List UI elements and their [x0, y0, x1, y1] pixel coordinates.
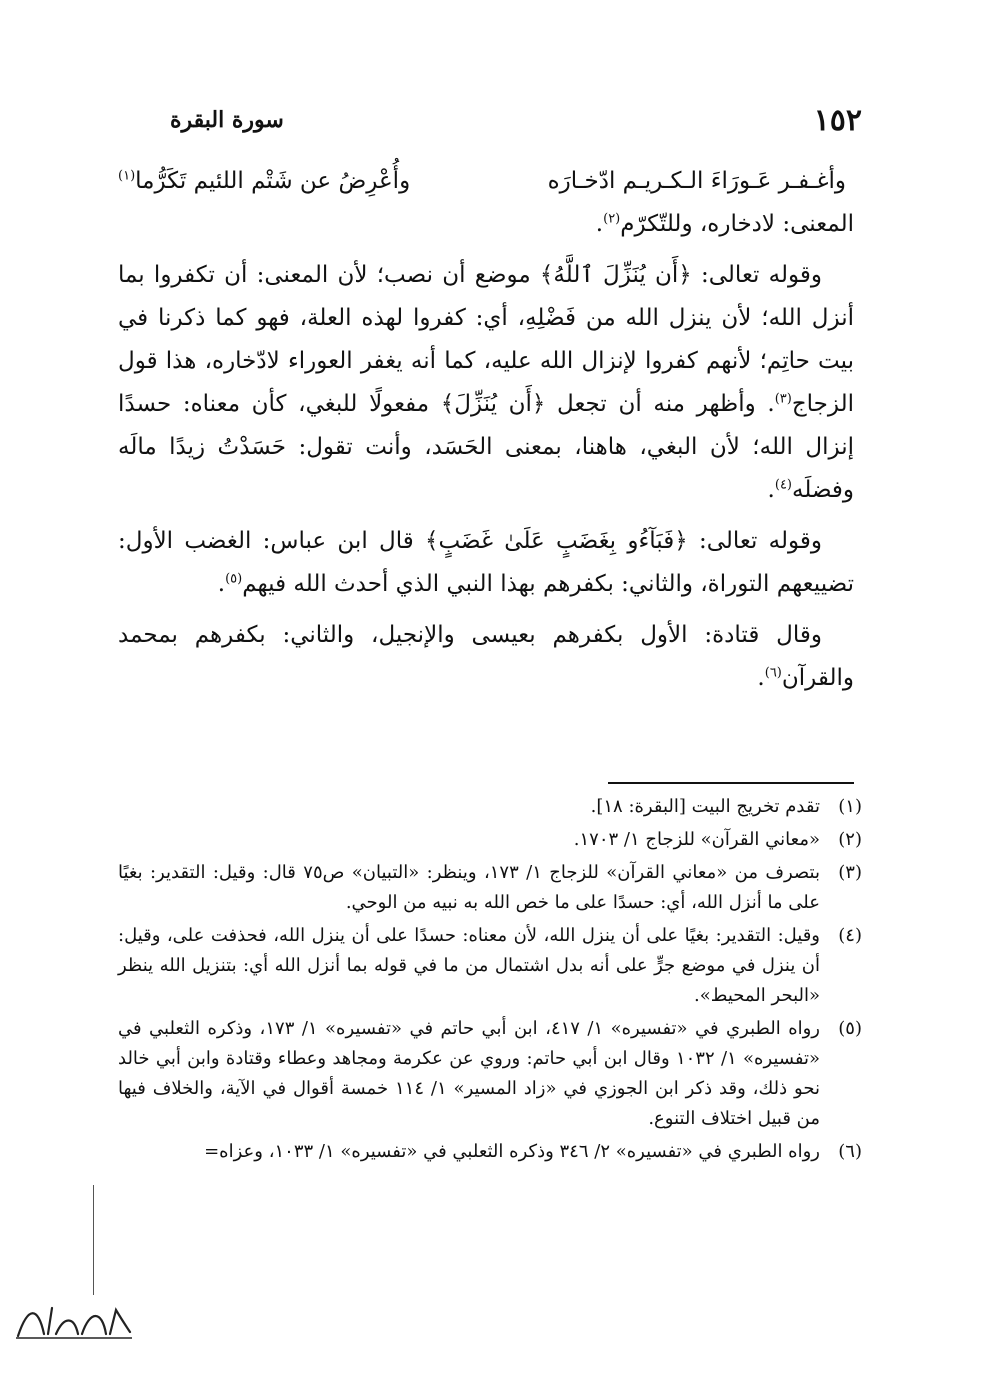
verse-second-text: وأُعْرِضُ عن شَتْم اللئيم تَكَرُّما	[135, 168, 411, 194]
footnote-text: رواه الطبري في «تفسيره» ٢/ ٣٤٦ وذكره الثعلبي في «تفسيره» ١/ ١٠٣٣، وعزاه=	[204, 1141, 820, 1162]
footnotes	[118, 792, 862, 1170]
footnote-item	[118, 1014, 862, 1134]
footnote-number: (٦)	[838, 1141, 862, 1162]
paragraph-commentary-3	[118, 614, 854, 700]
paragraph-end: .	[595, 211, 604, 237]
footnote-divider	[608, 782, 854, 784]
calligraphy-logo-icon	[8, 1296, 138, 1358]
paragraph-end: .	[217, 571, 226, 597]
footnote-item	[118, 858, 862, 918]
verse-first-hemistich: وأغـفـر عَـورَاءَ الـكـريـم ادّخـارَه	[547, 168, 846, 194]
verse-second-hemistich	[118, 160, 410, 203]
footnote-ref: (٣)	[774, 391, 792, 407]
page-header	[170, 98, 862, 142]
footnote-ref: (٤)	[774, 477, 792, 493]
footnote-item	[118, 1137, 862, 1167]
footnote-number: (٤)	[838, 925, 862, 946]
footnote-number: (٥)	[838, 1018, 862, 1039]
surah-title: سورة البقرة	[170, 107, 284, 133]
footnote-text: وقيل: التقدير: بغيًا على أن ينزل الله، لأن معناه: حسدًا على أن ينزل الله، فحذفت على، وقيل: أن ينزل في موضع جرٍّ على أنه بدل اشتمال من ما في قوله بما أنزل الله أي: بتنزيل الله ينظر «البحر المحيط».	[118, 925, 820, 1006]
paragraph-text: وقوله تعالى: ﴿فَبَآءُو بِغَضَبٍ عَلَىٰ غَضَبٍ﴾ قال ابن عباس: الغضب الأول: تضييعهم التوراة، والثاني: بكفرهم بهذا النبي الذي أحدث الله فيهم	[118, 528, 854, 597]
footnote-ref: (٦)	[764, 665, 782, 681]
footnote-text: تقدم تخريج البيت [البقرة: ١٨].	[590, 796, 820, 817]
poetry-verse	[118, 160, 854, 203]
footnote-text: «معاني القرآن» للزجاج ١/ ١٧٠٣.	[573, 829, 820, 850]
paragraph-commentary-1	[118, 254, 854, 512]
footnote-number: (٣)	[838, 862, 862, 883]
paragraph-text: وقال قتادة: الأول بكفرهم بعيسى والإنجيل، والثاني: بكفرهم بمحمد والقرآن	[118, 622, 854, 691]
footnote-item	[118, 825, 862, 855]
publisher-logo	[8, 1296, 138, 1358]
paragraph-meaning	[118, 203, 854, 246]
footnote-number: (٢)	[838, 829, 862, 850]
paragraph-text: المعنى: لادخاره، وللتّكرّم	[620, 211, 854, 237]
paragraph-text: وقوله تعالى: ﴿أَن يُنَزِّلَ ٱللَّهُ﴾ موضع أن نصب؛ لأن المعنى: أن تكفروا بما أنزل الله؛ لأن ينزل الله من فَضْلِهِ، أي: كفروا لهذه العلة، فهو كما ذكرنا في بيت حاتِم؛ لأنهم كفروا لإنزال الله عليه، كما أنه يغفر العوراء لادّخاره، هذا قول الزجاج	[118, 262, 854, 417]
footnote-ref: (٢)	[603, 211, 621, 227]
main-text	[118, 160, 854, 708]
footnote-ref: (٥)	[225, 571, 243, 587]
footnote-ref: (١)	[118, 168, 136, 184]
footnote-item	[118, 921, 862, 1011]
footnote-number: (١)	[838, 796, 862, 817]
footnote-item	[118, 792, 862, 822]
paragraph-text: . وأظهر منه أن تجعل ﴿أَن يُنَزِّلَ﴾ مفعولًا للبغي، كأن معناه: حسدًا إنزال الله؛ لأن البغي، هاهنا، بمعنى الحَسَد، وأنت تقول: حَسَدْتُ زيدًا مالَه وفضلَه	[118, 391, 854, 503]
paragraph-end: .	[767, 477, 775, 503]
paragraph-end: .	[757, 665, 765, 691]
footnote-text: بتصرف من «معاني القرآن» للزجاج ١/ ١٧٣، وينظر: «التبيان» ص٧٥ قال: وقيل: التقدير: بغيًا على ما أنزل الله، أي: حسدًا على ما خص الله به نبيه من الوحي.	[118, 862, 820, 913]
paragraph-commentary-2	[118, 520, 854, 606]
page-number: ١٥٢	[813, 102, 862, 138]
footnote-text: رواه الطبري في «تفسيره» ١/ ٤١٧، ابن أبي حاتم في «تفسيره» ١/ ١٧٣، وذكره الثعلبي في «تفسيره» ١/ ١٠٣٢ وقال ابن أبي حاتم: وروي عن عكرمة ومجاهد وعطاء وقتادة وابن أبي خالد نحو ذلك، وقد ذكر ابن الجوزي في «زاد المسير» ١/ ١١٤ خمسة أقوال في الآية، والخلاف فيها من قبيل اختلاف التنوع.	[118, 1018, 821, 1129]
margin-line	[93, 1185, 94, 1295]
